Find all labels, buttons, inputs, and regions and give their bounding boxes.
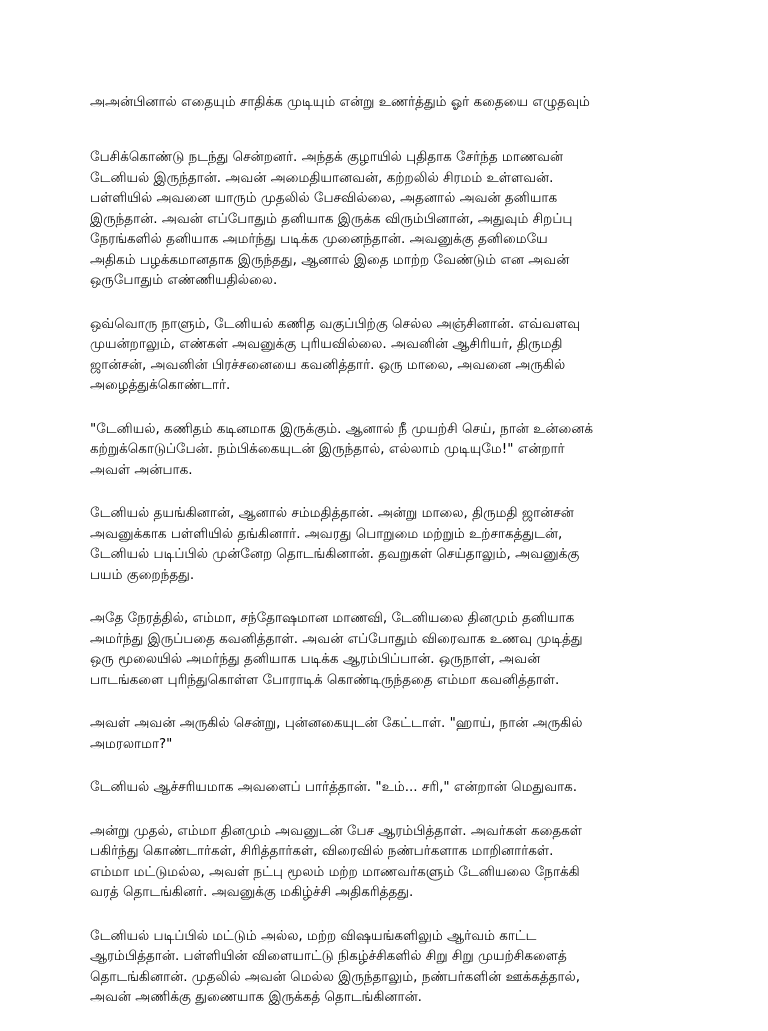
text-line: பாடங்களை புரிந்துகொள்ள போராடிக் கொண்டிருந்ததை எம்மா கவனித்தாள். (90, 671, 560, 688)
text-line: நேரங்களில் தனியாக அமர்ந்து படிக்க முனைந்தான். அவனுக்கு தனிமையே (90, 231, 548, 247)
paragraph (90, 608, 690, 690)
text-line: அமர்ந்து இருப்பதை கவனித்தாள். அவன் எப்போதும் விரைவாக உணவு முடித்து (90, 630, 583, 647)
text-line: பள்ளியில் அவனை யாரும் முதலில் பேசவில்லை, அதனால் அவன் தனியாக (90, 190, 558, 206)
text-line: "டேனியல், கணிதம் கடினமாக இருக்கும். ஆனால் நீ முயற்சி செய், நான் உன்னைக் (90, 420, 594, 437)
text-line: டேனியல் இருந்தான். அவன் அமைதியானவன், கற்றலில் சிரமம் உள்ளவன். (90, 169, 554, 186)
text-line: தொடங்கினான். முதலில் அவன் மெல்ல இருந்தாலும், நண்பர்களின் ஊக்கத்தால், (90, 968, 581, 985)
text-line: பகிர்ந்து கொண்டார்கள், சிரித்தார்கள், விரைவில் நண்பர்களாக மாறினார்கள். (90, 843, 554, 859)
text-line: ஆரம்பித்தான். பள்ளியின் விளையாட்டு நிகழ்ச்சிகளில் சிறு சிறு முயற்சிகளைத் (90, 948, 567, 964)
text-line: டேனியல் படிப்பில் முன்னேற தொடங்கினான். தவறுகள் செய்தாலும், அவனுக்கு (90, 546, 580, 562)
text-line: டேனியல் படிப்பில் மட்டும் அல்ல, மற்ற விஷயங்களிலும் ஆர்வம் காட்ட (90, 927, 537, 944)
text-line: அன்று முதல், எம்மா தினமும் அவனுடன் பேச ஆரம்பித்தாள். அவர்கள் கதைகள் (90, 822, 582, 839)
paragraph (90, 503, 690, 585)
text-line: இருந்தான். அவன் எப்போதும் தனியாக இருக்க விரும்பினான், அதுவும் சிறப்பு (90, 210, 573, 227)
text-line: டேனியல் ஆச்சரியமாக அவளைப் பார்த்தான். "உம்... சரி," என்றான் மெதுவாக. (90, 779, 578, 795)
text-line: அவன் அணிக்கு துணையாக இருக்கத் தொடங்கினான். (90, 989, 422, 1005)
text-line: ஒவ்வொரு நாளும், டேனியல் கணித வகுப்பிற்கு செல்ல அஞ்சினான். எவ்வளவு (90, 315, 581, 332)
document-title: அஅன்பினால் எதையும் சாதிக்க முடியும் என்று உணர்த்தும் ஓர் கதையை எழுதவும் (90, 94, 590, 110)
text-line: அமரலாமா?" (90, 735, 173, 752)
text-line: அதே நேரத்தில், எம்மா, சந்தோஷமான மாணவி, டேனியலை தினமும் தனியாக (90, 610, 575, 626)
text-line: அவள் அன்பாக. (90, 461, 193, 478)
text-line: முயன்றாலும், எண்கள் அவனுக்கு புரியவில்லை. அவனின் ஆசிரியர், திருமதி (90, 336, 563, 352)
text-line: ஒருபோதும் எண்ணியதில்லை. (90, 272, 278, 288)
text-line: எம்மா மட்டுமல்ல, அவள் நட்பு மூலம் மற்ற மாணவர்களும் டேனியலை நோக்கி (90, 863, 580, 880)
text-line: அவனுக்காக பள்ளியில் தங்கினார். அவரது பொறுமை மற்றும் உற்சாகத்துடன், (90, 525, 563, 542)
text-line: டேனியல் தயங்கினான், ஆனால் சம்மதித்தான். அன்று மாலை, திருமதி ஜான்சன் (90, 505, 574, 521)
document-body (90, 147, 690, 1031)
paragraph (90, 713, 690, 754)
text-line: ஒரு மூலையில் அமர்ந்து தனியாக படிக்க ஆரம்பிப்பான். ஒருநாள், அவன் (90, 651, 541, 667)
paragraph (90, 314, 690, 396)
text-line: அழைத்துக்கொண்டார். (90, 377, 231, 393)
text-line: அதிகம் பழக்கமானதாக இருந்தது, ஆனால் இதை மாற்ற வேண்டும் என அவன் (90, 251, 570, 268)
paragraph (90, 147, 690, 291)
paragraph (90, 821, 690, 903)
text-line: ஜான்சன், அவனின் பிரச்சனையை கவனித்தார். ஒரு மாலை, அவனை அருகில் (90, 356, 566, 373)
text-line: அவள் அவன் அருகில் சென்று, புன்னகையுடன் கேட்டாள். "ஹாய், நான் அருகில் (90, 715, 583, 731)
text-line: வரத் தொடங்கினர். அவனுக்கு மகிழ்ச்சி அதிகரித்தது. (90, 884, 414, 900)
paragraph (90, 777, 690, 798)
paragraph (90, 926, 690, 1008)
text-line: பயம் குறைந்தது. (90, 566, 195, 583)
text-line: கற்றுக்கொடுப்பேன். நம்பிக்கையுடன் இருந்தால், எல்லாம் முடியுமே!" என்றார் (90, 441, 565, 457)
text-line: பேசிக்கொண்டு நடந்து சென்றனர். அந்தக் குழாயில் புதிதாக சேர்ந்த மாணவன் (90, 149, 564, 165)
paragraph (90, 419, 690, 481)
